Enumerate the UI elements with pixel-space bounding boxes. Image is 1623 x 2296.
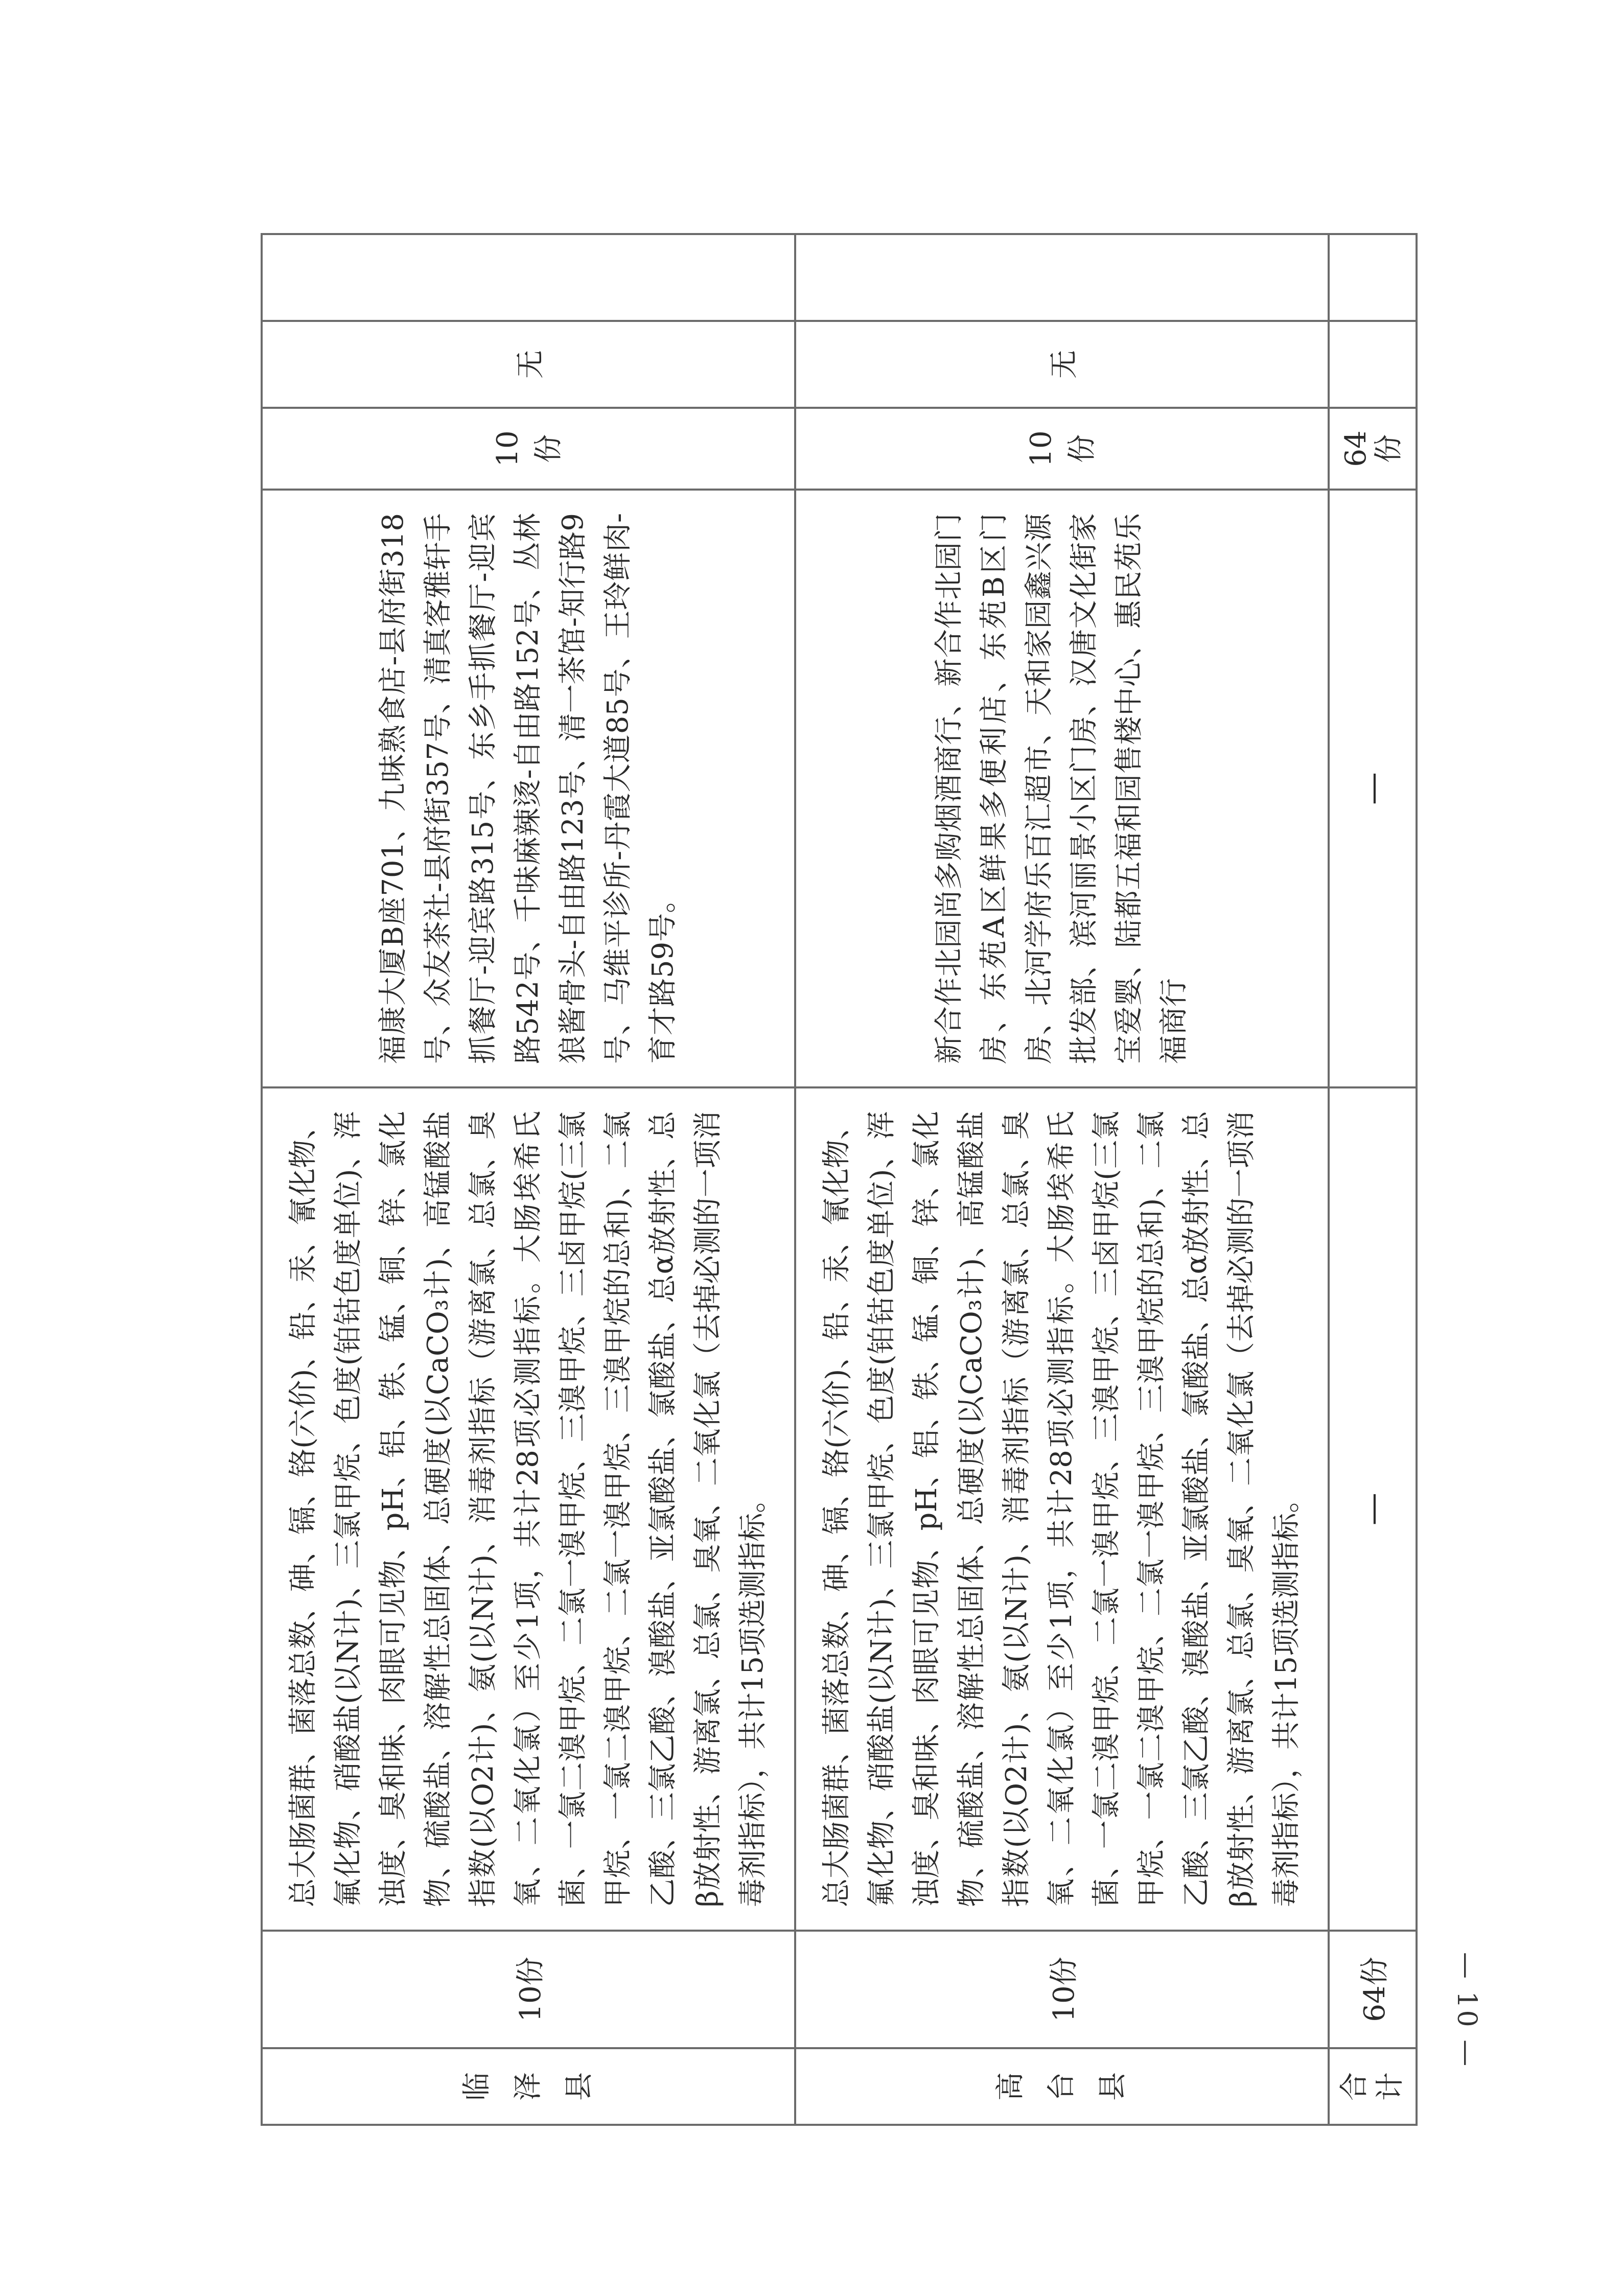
- sample-count-cell: 10份: [262, 1931, 795, 2048]
- page-number: — 10 —: [1451, 1952, 1482, 2069]
- total-test-items-cell: —: [1329, 1087, 1417, 1931]
- table-row: [795, 0, 1329, 2125]
- page-margin: [262, 0, 1417, 234]
- sites-cell: 新合作北园尚多购烟酒商行、新合作北园门房、东苑A区鲜果多便利店、东苑B区门房、北河学府乐百汇超市、天和家园鑫兴源批发部、滨河丽景小区门房、汉唐文化街家宝爱婴、陆都五福和园售楼中心、惠民苑乐福商行: [795, 490, 1329, 1087]
- site-count-cell: 10 份: [795, 408, 1329, 490]
- total-label-cell: 合 计: [1329, 2048, 1417, 2125]
- test-items-cell: 总大肠菌群、菌落总数、砷、镉、铬(六价)、铅、汞、氰化物、氟化物、硝酸盐(以N计)、三氯甲烷、色度(铂钴色度单位)、浑浊度、臭和味、肉眼可见物、pH、铝、铁、锰、铜、锌、氯化物、硫酸盐、溶解性总固体、总硬度(以CaCO₃计)、高锰酸盐指数(以O2计)、氨(以N计)、消毒剂指标（游离氯、总氯、臭氧、二氧化氯）至少1项，共计28项必测指标。大肠埃希氏菌、一氯二溴甲烷、二氯一溴甲烷、三溴甲烷、三卤甲烷(三氯甲烷、一氯二溴甲烷、二氯一溴甲烷、三溴甲烷的总和)、二氯乙酸、三氯乙酸、溴酸盐、亚氯酸盐、氯酸盐、总α放射性、总β放射性、游离氯、总氯、臭氧、二氧化氯（去掉必测的一项消毒剂指标），共计15项选测指标。: [262, 1087, 795, 1931]
- region-cell: 临 泽 县: [262, 2048, 795, 2125]
- remark-cell: 无: [795, 321, 1329, 408]
- test-items-cell: 总大肠菌群、菌落总数、砷、镉、铬(六价)、铅、汞、氰化物、氟化物、硝酸盐(以N计)、三氯甲烷、色度(铂钴色度单位)、浑浊度、臭和味、肉眼可见物、pH、铝、铁、锰、铜、锌、氯化物、硫酸盐、溶解性总固体、总硬度(以CaCO₃计)、高锰酸盐指数(以O2计)、氨(以N计)、消毒剂指标（游离氯、总氯、臭氧、二氧化氯）至少1项，共计28项必测指标。大肠埃希氏菌、一氯二溴甲烷、二氯一溴甲烷、三溴甲烷、三卤甲烷(三氯甲烷、一氯二溴甲烷、二氯一溴甲烷、三溴甲烷的总和)、二氯乙酸、三氯乙酸、溴酸盐、亚氯酸盐、氯酸盐、总α放射性、总β放射性、游离氯、总氯、臭氧、二氧化氯（去掉必测的一项消毒剂指标），共计15项选测指标。: [795, 1087, 1329, 1931]
- rotated-table-container: [261, 0, 1407, 2126]
- empty-cell: [1329, 234, 1417, 321]
- remark-cell: [1329, 321, 1417, 408]
- remark-cell: 无: [262, 321, 795, 408]
- sites-cell: 福康大厦B座701、九味熟食店-县府街318号、众友茶社-县府街357号、清真客雅轩手抓餐厅-迎宾路315号、东乡手抓餐厅-迎宾路542号、千味麻辣烫-自由路152号、丛林狼酱骨头-自由路123号、清一茶馆-知行路9号、马维平诊所-丹霞大道85号、王玲鲜肉-育才路59号。: [262, 490, 795, 1087]
- site-count-cell: 10 份: [262, 408, 795, 490]
- total-sample-count-cell: 64份: [1329, 1931, 1417, 2048]
- region-cell: 高 台 县: [795, 2048, 1329, 2125]
- empty-cell: [262, 234, 795, 321]
- table-row: [262, 0, 795, 2125]
- empty-cell: [795, 234, 1329, 321]
- total-row: [1329, 0, 1417, 2125]
- sample-count-cell: 10份: [795, 1931, 1329, 2048]
- sampling-table: [261, 0, 1418, 2126]
- total-sites-cell: —: [1329, 490, 1417, 1087]
- total-site-count-cell: 64 份: [1329, 408, 1417, 490]
